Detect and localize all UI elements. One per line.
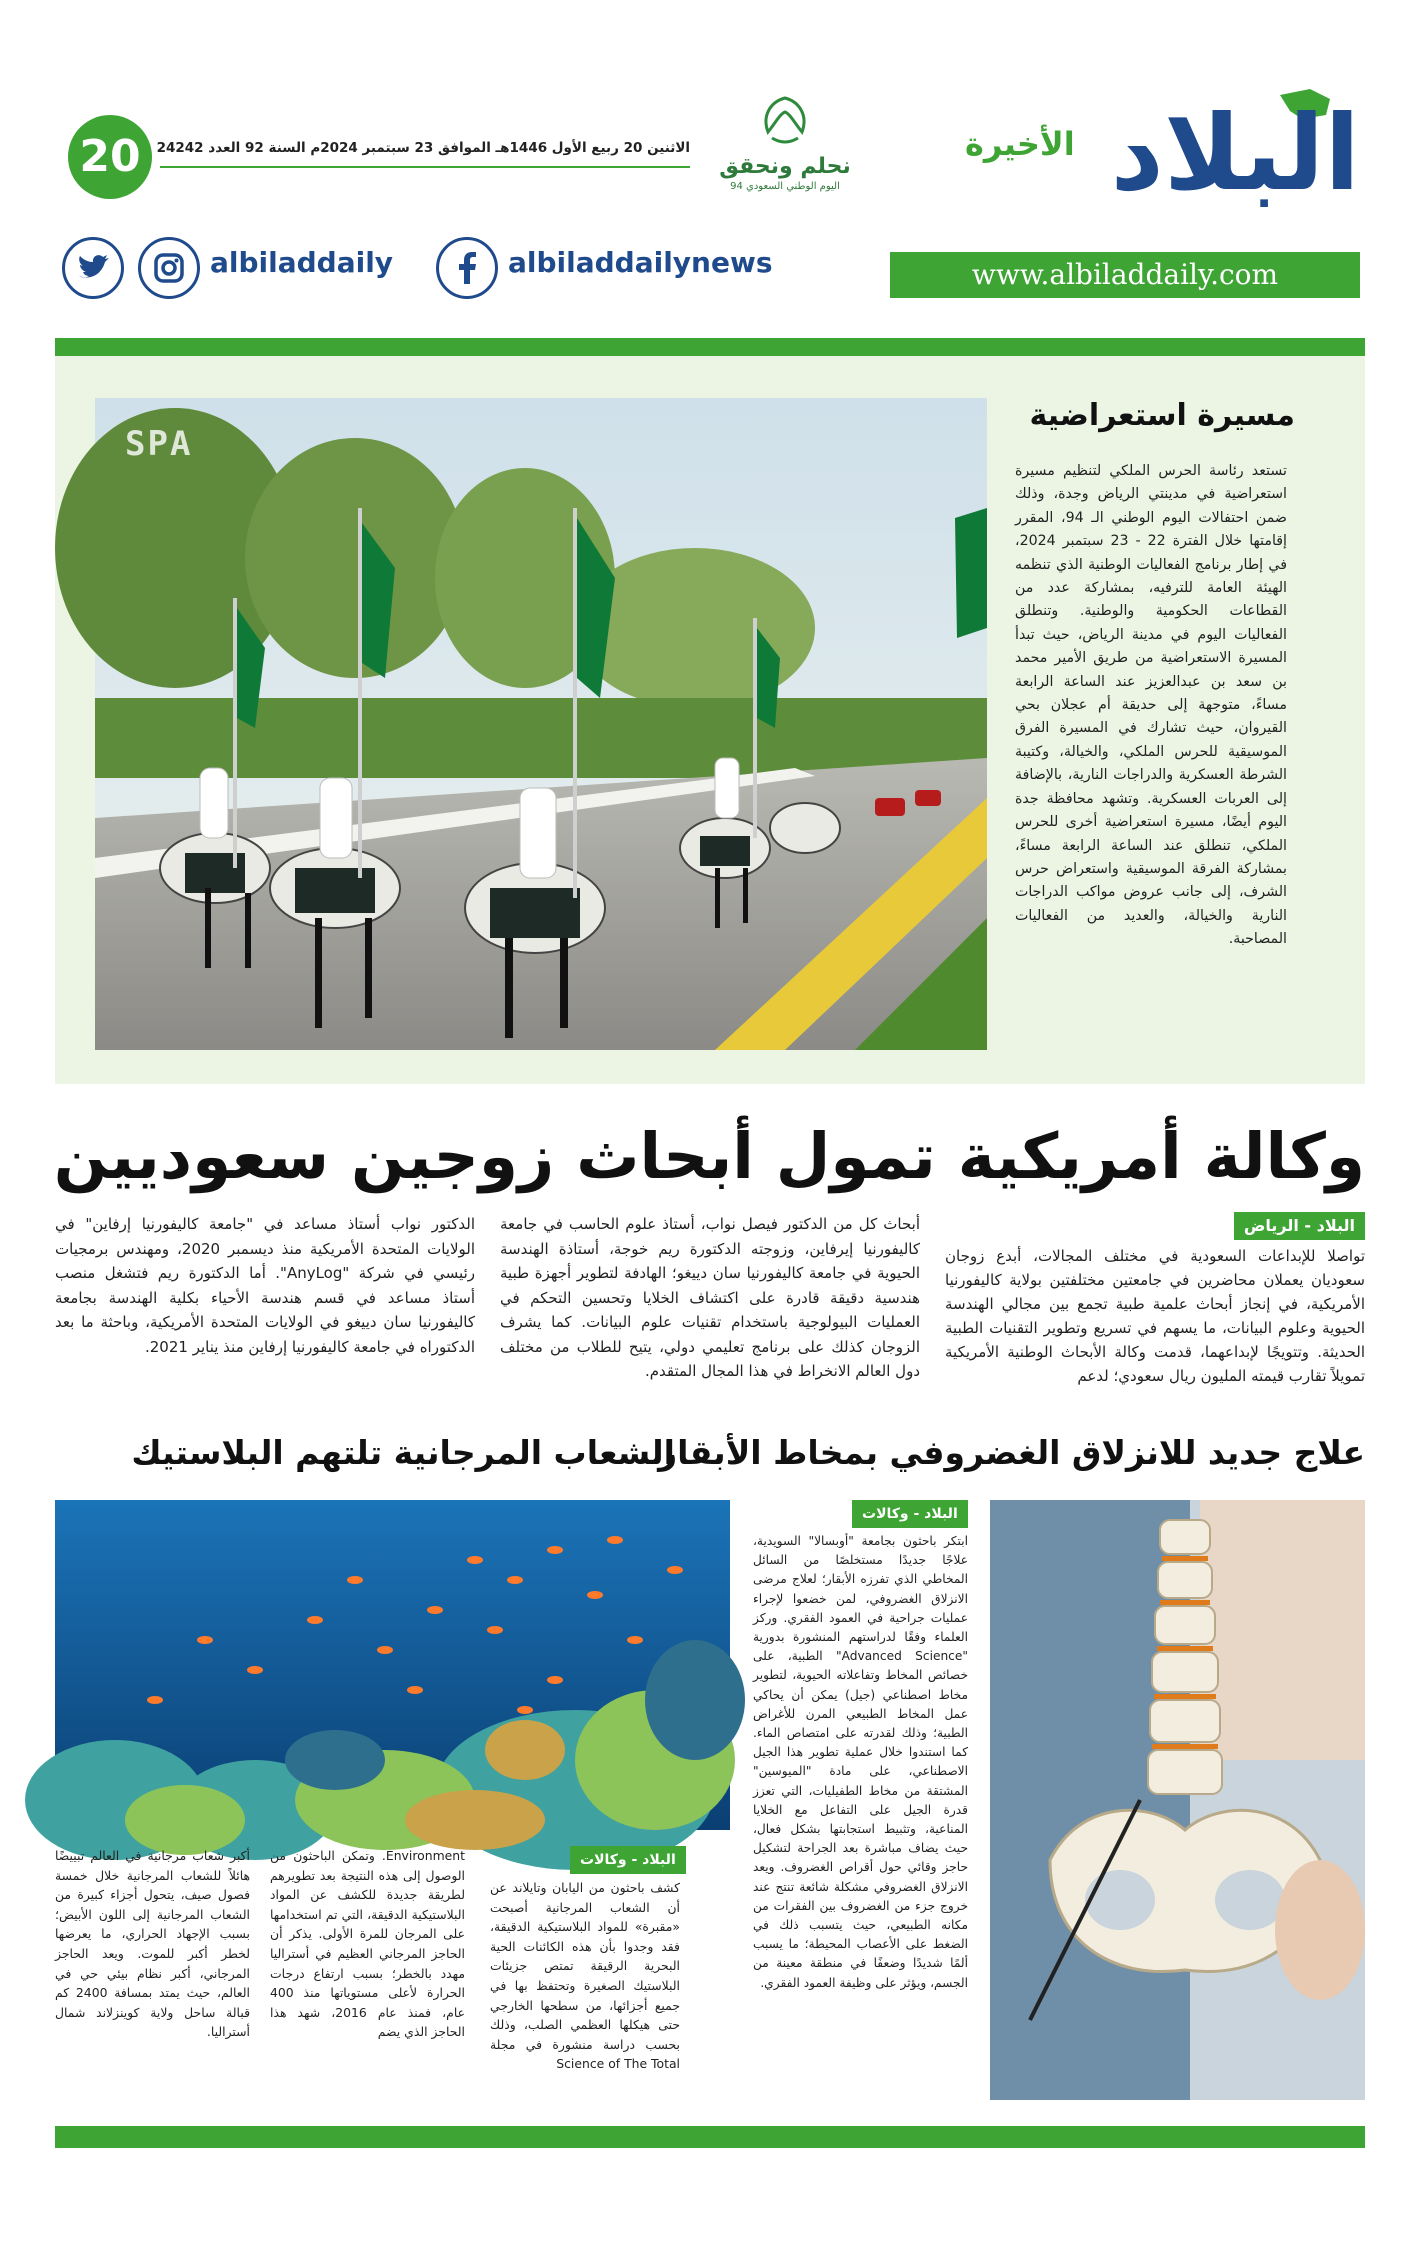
bottom-rule [55,2126,1365,2148]
top-rule [55,338,1365,356]
parade-scene-icon [95,398,987,1050]
spine-tag [852,1500,968,1528]
coral-tag-label: البلاد - وكالات [570,1846,686,1874]
website-banner[interactable] [890,252,1360,298]
coral-column-2: Environment. وتمكن الباحثون من الوصول إلى هذه النتيجة بعد تطويرهم لطريقة جديدة للكشف عن المواد البلاستيكية الدقيقة، التي تم استخدامها على المرجان للمرة الأولى. يذكر أن الحاجز المرجاني العظيم في أستراليا مهدد بالخطر؛ بسبب ارتفاع درجات الحرارة لأعلى مستوياتها منذ 400 عام، فمنذ عام 2016، شهد هذا الحاجز الذي يضم [270,1848,465,2040]
national-day-subcaption: اليوم الوطني السعودي 94 [730,181,840,192]
section-name: الأخيرة [965,125,1075,163]
parade-panel [55,356,1365,1084]
masthead [0,0,1420,330]
logo-text: البلاد [1110,92,1360,214]
spine-tag-label: البلاد - وكالات [852,1500,968,1528]
coral-photo [55,1500,730,1830]
photo-watermark: SPA [125,424,193,464]
spine-model-icon [990,1500,1365,2100]
lead-column-3: الدكتور نواب أستاذ مساعد في "جامعة كاليفورنيا إرفاين" في الولايات المتحدة الأمريكية منذ ديسمبر 2020، ومهندس برمجيات رئيسي في شركة "AnyLog". أما الدكتورة ريم فتشغل منصب أستاذ مساعد في قسم هندسة الأحياء بكلية الهندسة بجامعة كاليفورنيا سان دييغو في الولايات المتحدة الأمريكية، وباحثة ما بعد الدكتوراه في جامعة كاليفورنيا إرفاين منذ يناير 2021. [55,1215,475,1356]
lead-column-1: تواصلا للإبداعات السعودية في مختلف المجالات، أبدع زوجان سعوديان يعملان محاضرين في جامعتين مختلفتين بولاية كاليفورنيا الأمريكية، في إنجاز أبحاث علمية طبية تجمع بين مجالي الهندسة الحيوية وعلوم البيانات، ما يسهم في تسريع وتطوير التقنيات الطبية الحديثة. وتتويجًا لإبداعهما، قدمت وكالة الأبحاث الوطنية الأمريكية تمويلاً تقارب قيمته المليون ريال سعودي؛ لدعم [945,1247,1365,1385]
coral-tag [570,1846,686,1874]
parade-body: تستعد رئاسة الحرس الملكي لتنظيم مسيرة استعراضية في مدينتي الرياض وجدة، وذلك ضمن احتفالات اليوم الوطني الـ 94، المقرر إقامتها خلال الفترة 22 - 23 سبتمبر 2024، في إطار برنامج الفعاليات الوطنية الذي تنظمه الهيئة العامة للترفيه، بمشاركة عدد من القطاعات الحكومية والوطنية. وتنطلق الفعاليات اليوم في مدينة الرياض، حيث تبدأ المسيرة الاستعراضية من طريق الأمير محمد بن سعد بن عبدالعزيز عند الساعة الرابعة مساءً، متوجهة إلى حديقة أم عجلان بحي القيروان، حيث تشارك في المسيرة الفرق الموسيقية للحرس الملكي، والخيالة، وكتيبة الشرطة العسكرية والدراجات النارية، بالإضافة إلى العربات العسكرية. وتشهد محافظة جدة اليوم أيضًا، مسيرة استعراضية أخرى للحرس الملكي، تنطلق عند الساعة الرابعة مساءً، بمشاركة الفرقة الموسيقية واستعراض حرس الشرف، إلى جانب عروض مواكب الدراجات النارية والخيالة، والعديد من الفعاليات المصاحبة. [1015,463,1287,948]
lead-tag-label: البلاد - الرياض [1234,1212,1365,1240]
newspaper-logo [1110,85,1360,215]
page-number: 20 [79,131,141,182]
spine-body: ابتكر باحثون بجامعة "أوبسالا" السويدية، علاجًا جديدًا مستخلصًا من السائل المخاطي الذي تفرزه الأبقار؛ لعلاج مرضى الانزلاق الغضروفي، لمن خضعوا لإجراء عمليات جراحية في العمود الفقري. وركز العلماء وفقًا لدراستهم المنشورة بدورية "Advanced Science" الطبية، على خصائص المخاط وتفاعلاته الحيوية، لتطوير مخاط اصطناعي (جيل) يمكن أن يحاكي عمل المخاط الطبيعي المرن للأغراض الطبية؛ وذلك لقدرته على امتصاص الماء. كما استندوا خلال عملية تطوير هذا الجيل الاصطناعي، على مادة "الميوسين" المشتقة من مخاط الطفيليات، التي تعزز قدرة الجيل على التفاعل مع الخلايا المناعية، وتثبيط استجابتها بشكل فعال، حيث يضاف مباشرة بعد الجراحة لتشكيل حاجز وقائي حول أقراص الغضروف. ويعد الانزلاق الغضروفي مشكلة شائعة تنتج عند خروج جزء من الغضروف بين الفقرات من مكانه الطبيعي، حيث يتسبب ذلك في الضغط على الأعصاب المحيطة؛ ما يسبب ألمًا شديدًا وضعفًا في منطقة معينة من الجسم، ويؤثر على وظيفة العمود الفقري. [753,1534,968,1990]
lead-headline: وكالة أمريكية تمول أبحاث زوجين سعوديين [53,1120,1365,1193]
spine-headline: علاج جديد للانزلاق الغضروفي بمخاط الأبقار [658,1433,1365,1472]
coral-headline: الشعاب المرجانية تلتهم البلاستيك [131,1433,675,1472]
coral-reef-icon [55,1500,730,1830]
facebook-icon[interactable] [436,237,498,299]
coral-column-3: أكبر شعاب مرجانية في العالم تبييضًا هائلاً للشعاب المرجانية خلال خمسة فصول صيف، يتحول أجزاء كبيرة من الشعاب المرجانية إلى اللون الأبيض؛ بسبب الإجهاد الحراري، ما يعرضها لخطر أكبر للموت. ويعد الحاجز المرجاني، أكبر نظام بيئي حي في العالم، حيث يمتد بمسافة 2400 كم قبالة ساحل ولاية كوينزلاند شمال أستراليا. [55,1848,250,2040]
lead-tag [1234,1212,1365,1240]
spine-photo [990,1500,1365,2100]
parade-photo [95,398,987,1050]
national-day-emblem [715,92,855,202]
parade-title: مسيرة استعراضية [1029,398,1295,433]
lead-column-2: أبحاث كل من الدكتور فيصل نواب، أستاذ علوم الحاسب في جامعة كاليفورنيا إيرفاين، وزوجته الدكتورة ريم خوجة، أستاذة الهندسة الحيوية في جامعة كاليفورنيا سان دييغو؛ الهادفة لتطوير أجهزة طبية هندسية دقيقة قادرة على اكتشاف الخلايا وتحسين التحكم في العمليات البيولوجية باستخدام تقنيات علوم البيانات. كما يشرف الزوجان كذلك على برنامج تعليمي دولي، يتيح للطلاب من مختلف دول العالم الانخراط في هذا المجال المتقدم. [500,1215,920,1380]
social-handle-facebook[interactable]: albiladdailynews [508,246,773,279]
palm-emblem-icon [750,92,820,150]
social-handle-twitter[interactable]: albiladdaily [210,246,394,279]
twitter-icon[interactable] [62,237,124,299]
page-number-badge [68,115,152,199]
coral-column-1: كشف باحثون من اليابان وتايلاند عن أن الشعاب المرجانية أصبحت «مقبرة» للمواد البلاستيكية الدقيقة، فقد وجدوا بأن هذه الكائنات الحية البحرية الرقيقة تمتص جزيئات البلاستيك الصغيرة وتحتفظ بها في جميع أجزائها، من سطحها الخارجي حتى هيكلها العظمي الصلب، وذلك بحسب دراسة منشورة في مجلة Science of The Total [490,1880,680,2072]
instagram-icon[interactable] [138,237,200,299]
website-url[interactable]: www.albiladdaily.com [971,258,1279,291]
national-day-caption: نحلم ونحقق [719,154,851,179]
date-line: الاثنين 20 ربيع الأول 1446هـ الموافق 23 سبتمبر 2024م السنة 92 العدد 24242 [156,140,690,156]
date-underline [160,166,690,168]
